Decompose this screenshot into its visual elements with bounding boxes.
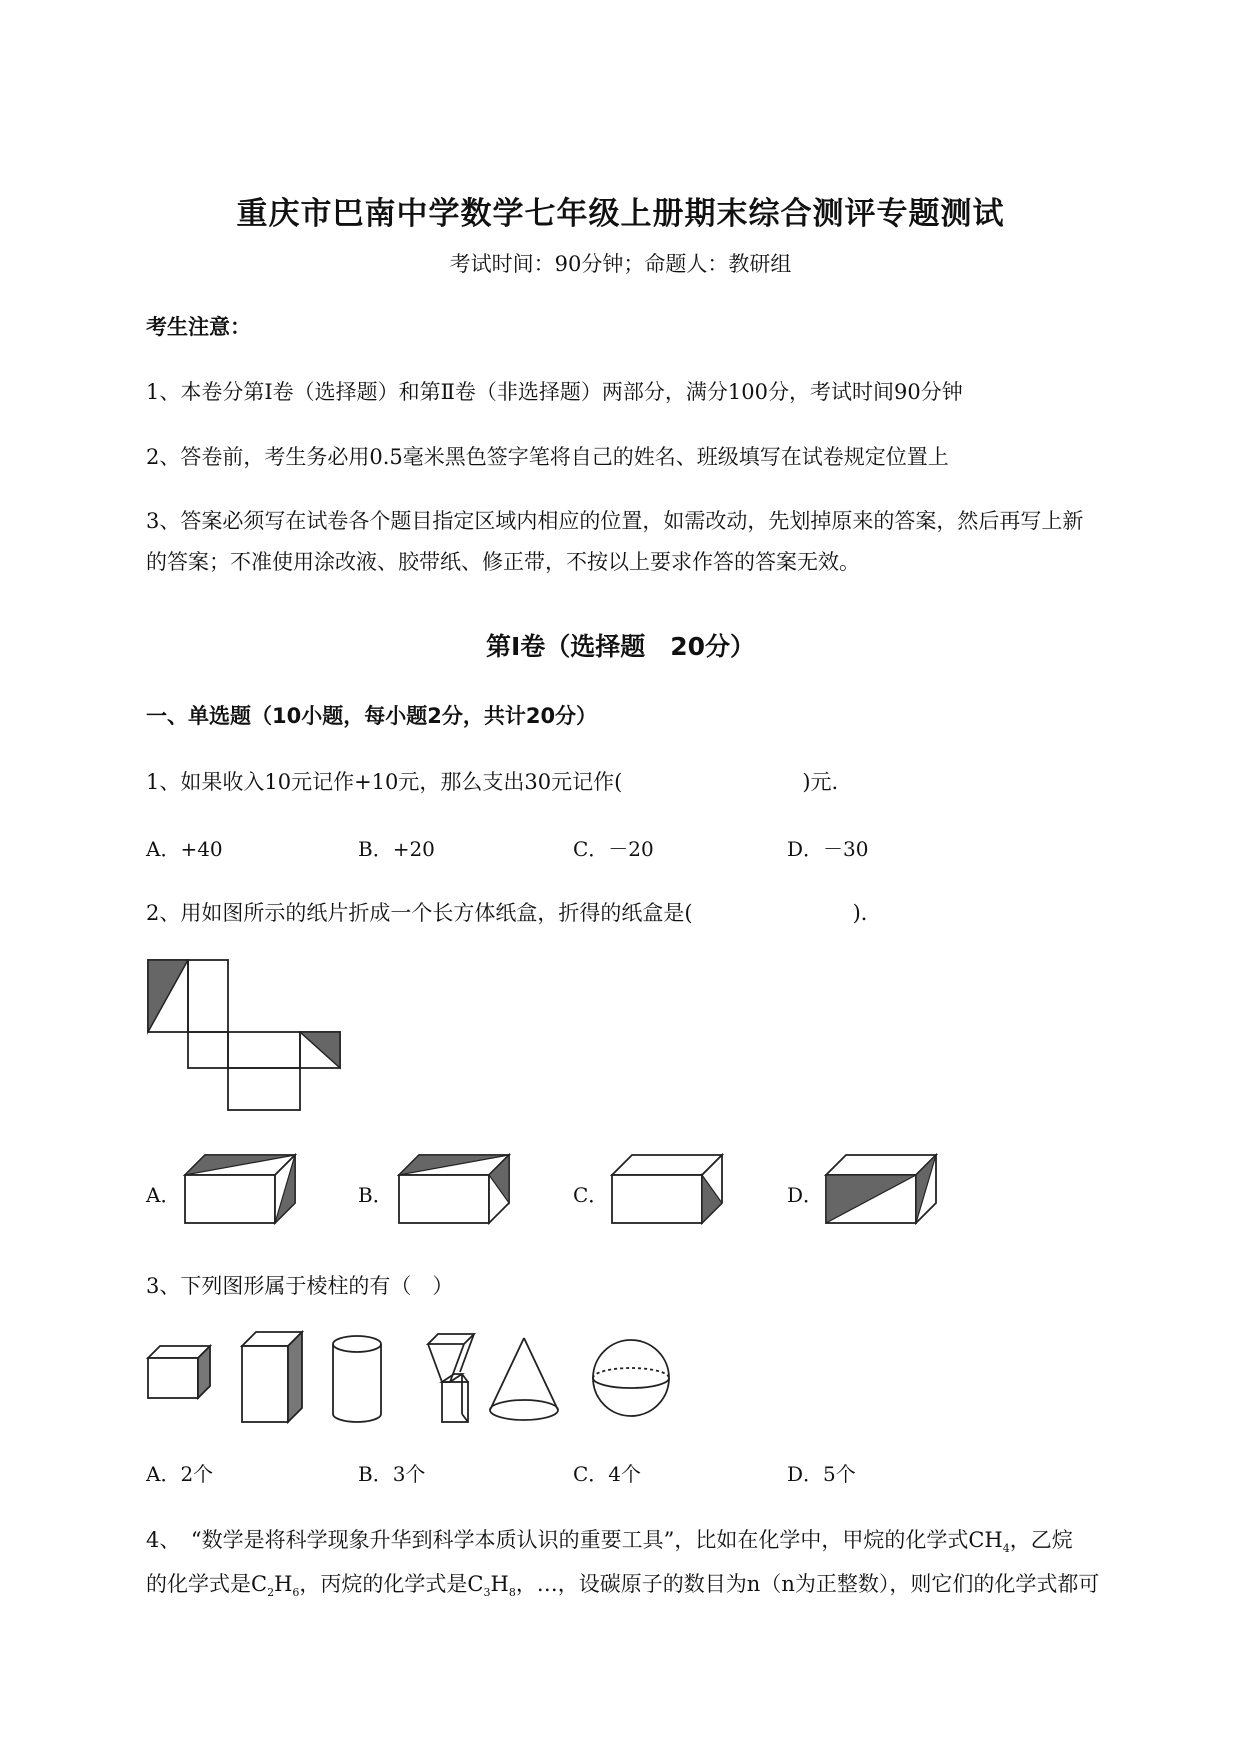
notice-item-2: 2、答卷前，考生务必用0.5毫米黑色签字笔将自己的姓名、班级填写在试卷规定位置上	[146, 445, 949, 469]
q4-text: H	[274, 1572, 293, 1596]
frustum-icon	[428, 1334, 474, 1422]
q4-stem-line-2	[146, 1568, 1099, 1599]
page-title: 重庆市巴南中学数学七年级上册期末综合测评专题测试	[236, 196, 1005, 232]
subscript: 3	[483, 1586, 491, 1600]
q4-text: ，丙烷的化学式是C	[299, 1572, 484, 1596]
sphere-icon	[593, 1340, 669, 1416]
subscript: 6	[292, 1586, 300, 1600]
q3-option-a: A．2个	[146, 1462, 214, 1486]
tall-prism-icon	[242, 1332, 302, 1422]
q1-option-d: D．－30	[787, 837, 869, 861]
q1-option-b: B．+20	[358, 837, 435, 861]
notice-heading: 考生注意：	[146, 315, 251, 339]
q2-option-d-label: D．	[787, 1183, 824, 1207]
q2-option-b-label: B．	[358, 1183, 393, 1207]
q4-text: H	[490, 1572, 509, 1596]
section-title: 第Ⅰ卷（选择题 20分）	[485, 632, 756, 661]
notice-item-1: 1、本卷分第Ⅰ卷（选择题）和第Ⅱ卷（非选择题）两部分，满分100分，考试时间90分钟	[146, 380, 963, 404]
q4-text: ，乙烷	[1009, 1528, 1073, 1552]
q1-stem-tail: )元.	[802, 770, 839, 794]
q2-stem-tail: )．	[852, 901, 882, 925]
q3-option-c: C．4个	[573, 1462, 642, 1486]
subscript: 2	[267, 1586, 275, 1600]
q1-stem-text: 1、如果收入10元记作+10元，那么支出30元记作(	[146, 770, 623, 794]
notice-item-3-cont: 的答案；不准使用涂改液、胶带纸、修正带，不按以上要求作答的答案无效。	[146, 550, 860, 574]
q3-solids-figure	[146, 1330, 706, 1430]
q2-stem	[146, 897, 882, 927]
q1-stem	[146, 766, 838, 796]
q2-option-a-box-icon	[183, 1153, 298, 1226]
q2-option-c-label: C．	[573, 1183, 609, 1207]
q2-option-d-box-icon	[824, 1153, 939, 1226]
q2-option-a-label: A．	[146, 1183, 181, 1207]
cylinder-icon	[333, 1336, 381, 1422]
q2-option-c-box-icon	[610, 1153, 725, 1226]
notice-item-3: 3、答案必须写在试卷各个题目指定区域内相应的位置，如需改动，先划掉原来的答案，然后再写上新	[146, 509, 1084, 533]
question-group-heading: 一、单选题（10小题，每小题2分，共计20分）	[146, 704, 598, 728]
q4-text: ，…，设碳原子的数目为n（n为正整数），则它们的化学式都可	[515, 1572, 1100, 1596]
q1-option-a: A．+40	[146, 837, 223, 861]
q4-text: 4、 “数学是将科学现象升华到科学本质认识的重要工具”，比如在化学中，甲烷的化学式CH	[146, 1528, 1003, 1552]
subscript: 4	[1002, 1542, 1010, 1556]
q1-option-c: C．－20	[573, 837, 654, 861]
q4-stem-line-1	[146, 1524, 1073, 1555]
q3-stem: 3、下列图形属于棱柱的有（ ）	[146, 1274, 454, 1298]
exam-info: 考试时间：90分钟；命题人：教研组	[449, 252, 792, 276]
box-net-figure	[146, 958, 346, 1113]
subscript: 8	[508, 1586, 516, 1600]
q3-option-d: D．5个	[787, 1462, 856, 1486]
cone-icon	[490, 1338, 558, 1420]
q2-option-b-box-icon	[397, 1153, 512, 1226]
cuboid-icon	[148, 1346, 210, 1398]
q2-stem-text: 2、用如图所示的纸片折成一个长方体纸盒，折得的纸盒是(	[146, 901, 693, 925]
q3-option-b: B．3个	[358, 1462, 426, 1486]
q4-text: 的化学式是C	[146, 1572, 268, 1596]
